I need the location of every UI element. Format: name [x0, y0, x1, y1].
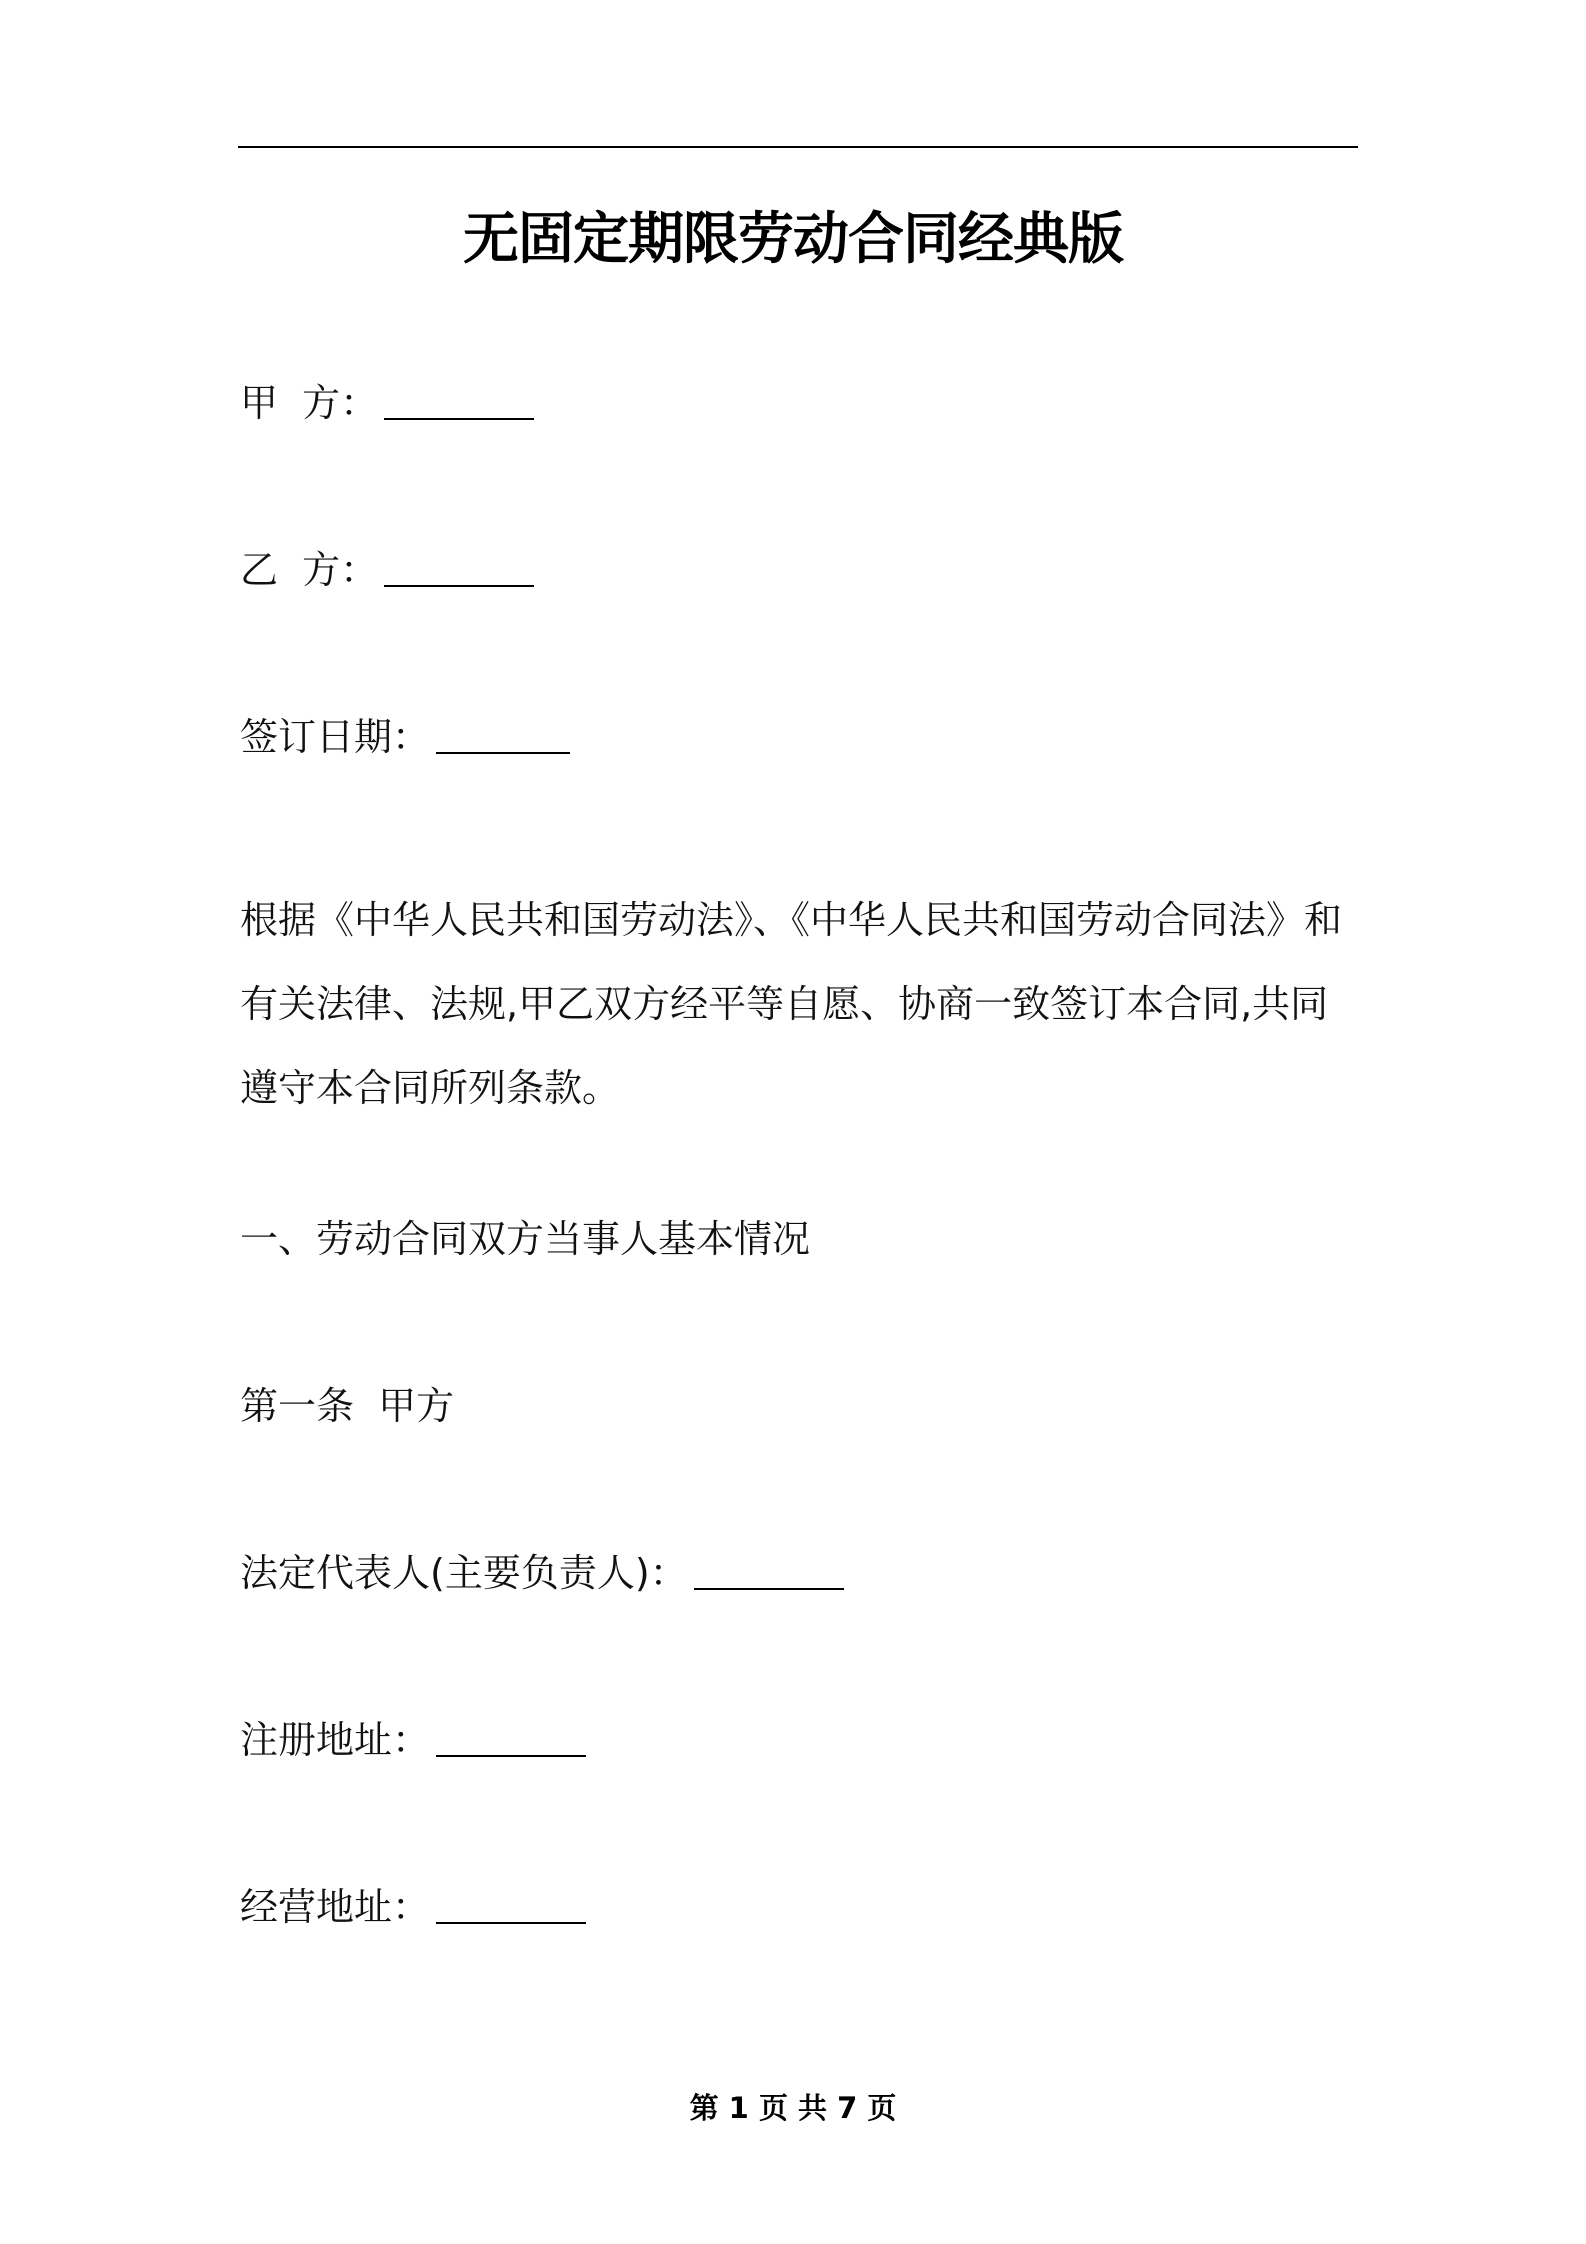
party-b-row: [240, 545, 534, 595]
legal-rep-label: 法定代表人(主要负责人)：: [240, 1551, 688, 1595]
sign-date-label: 签订日期：: [240, 715, 431, 759]
party-a-blank: [384, 418, 534, 420]
preamble-paragraph: 根据《中华人民共和国劳动法》、《中华人民共和国劳动合同法》和有关法律、法规,甲乙双方经平等自愿、协商一致签订本合同,共同遵守本合同所列条款。: [240, 898, 1343, 1110]
party-b-blank: [384, 585, 534, 587]
legal-rep-row: [240, 1548, 844, 1598]
business-address-row: [240, 1882, 586, 1932]
header-rule: [238, 146, 1358, 148]
party-a-label: 甲 方：: [240, 381, 379, 425]
registered-address-blank: [436, 1755, 586, 1757]
party-b-label: 乙 方：: [240, 548, 379, 592]
article-1-heading: 第一条 甲方: [240, 1384, 455, 1428]
document-title: 无固定期限劳动合同经典版: [463, 207, 1123, 272]
registered-address-row: [240, 1715, 586, 1765]
business-address-label: 经营地址：: [240, 1885, 431, 1929]
page-indicator: 第 1 页 共 7 页: [689, 2091, 897, 2125]
sign-date-row: [240, 712, 570, 762]
legal-rep-blank: [694, 1588, 844, 1590]
business-address-blank: [436, 1922, 586, 1924]
party-a-row: [240, 378, 534, 428]
registered-address-label: 注册地址：: [240, 1718, 431, 1762]
section-1-heading: 一、劳动合同双方当事人基本情况: [240, 1217, 811, 1261]
sign-date-blank: [436, 752, 570, 754]
